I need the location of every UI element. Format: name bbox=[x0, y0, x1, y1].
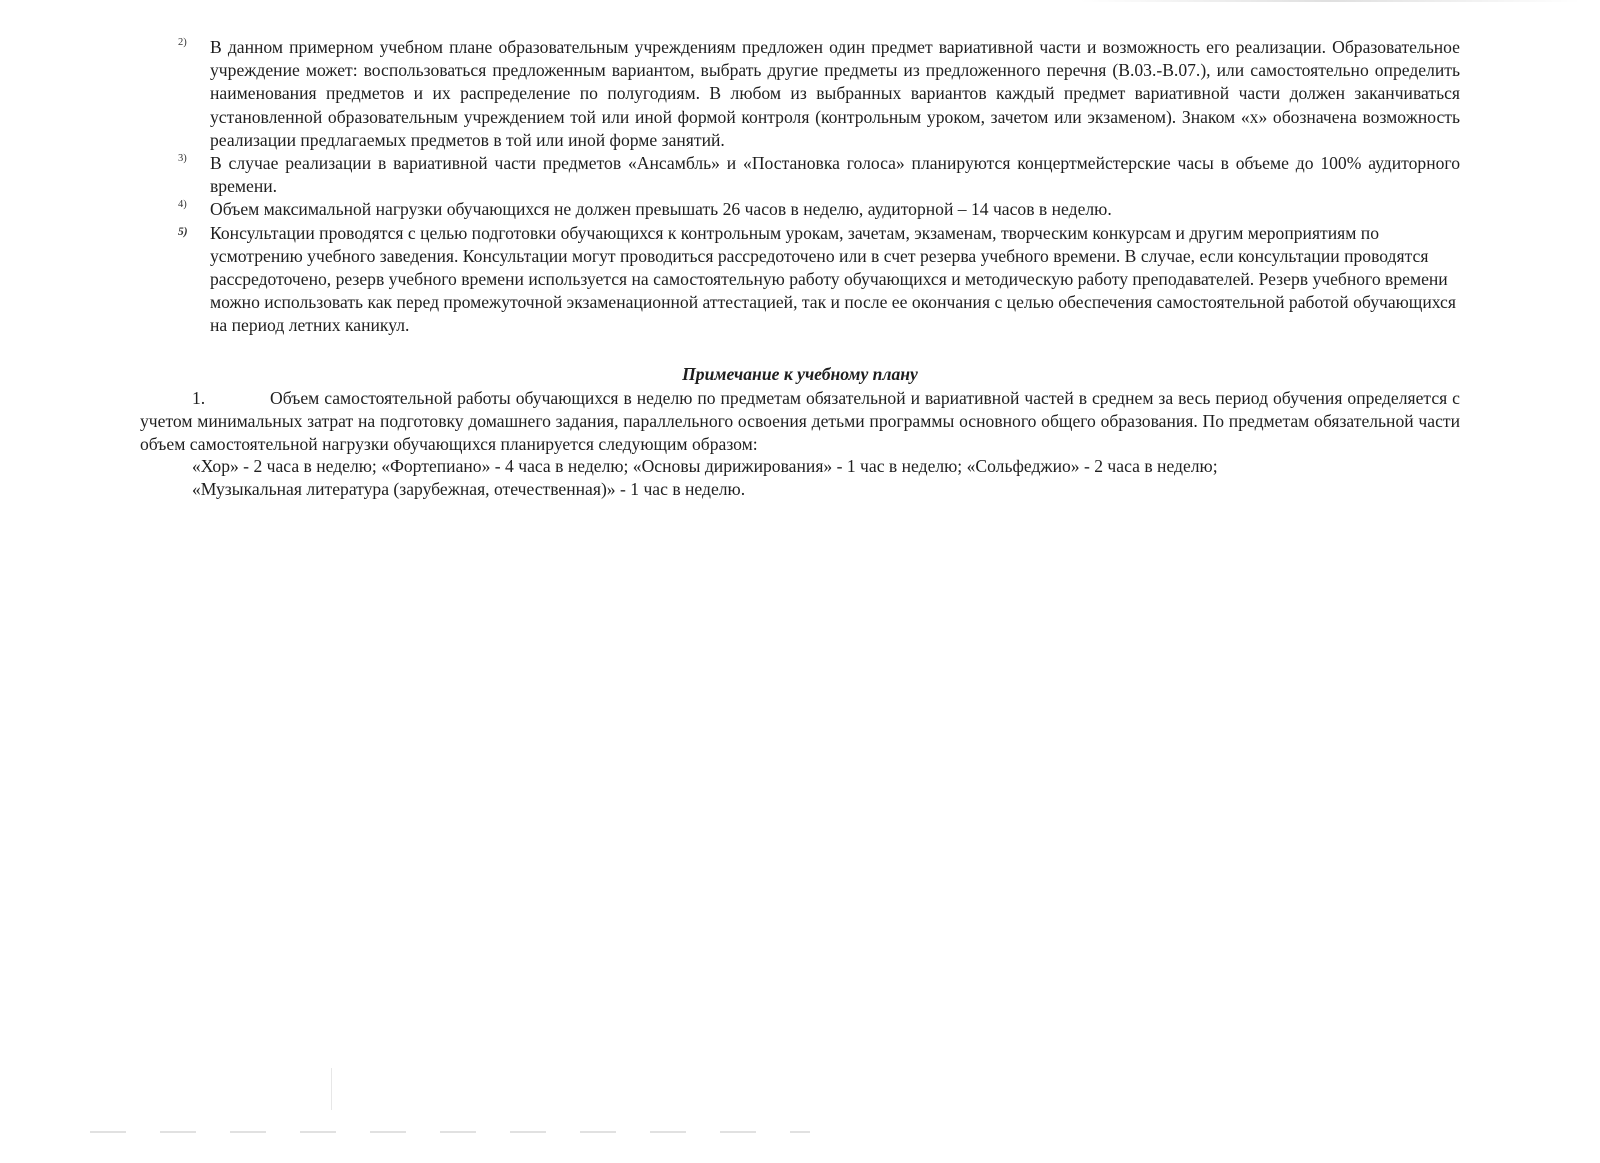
footnote-text: Объем максимальной нагрузки обучающихся не должен превышать 26 часов в неделю, аудиторной – 14 часов в неделю. bbox=[210, 199, 1112, 220]
note-paragraph-text: Объем самостоятельной работы обучающихся в неделю по предметам обязательной и вариативной частей в среднем за весь период обучения определяется с учетом минимальных затрат на подготовку домашнего задания, параллельного освоения детьми программы основного общего образования. По предметам обязательной части объем самостоятельной нагрузки обучающихся планируется следующим образом: bbox=[140, 388, 1460, 455]
scan-artifact-vertical bbox=[331, 1068, 332, 1110]
footnote-5 bbox=[178, 222, 1460, 338]
footnote-marker: 3) bbox=[178, 153, 187, 165]
note-workload-list bbox=[192, 455, 1452, 501]
footnote-4 bbox=[178, 198, 1460, 221]
scan-artifact-top bbox=[1080, 0, 1580, 2]
note-workload-line-2: «Музыкальная литература (зарубежная, отечественная)» - 1 час в неделю. bbox=[192, 479, 746, 500]
footnote-text: Консультации проводятся с целью подготовки обучающихся к контрольным урокам, зачетам, экзаменам, творческим конкурсам и другим мероприятиям по усмотрению учебного заведения. Консультации могут проводиться рассредоточено или в счет резерва учебного времени. В случае, если консультации проводятся рассредоточено, резерв учебного времени используется на самостоятельную работу обучающихся и методическую работу преподавателей. Резерв учебного времени можно использовать как перед промежуточной экзаменационной аттестацией, так и после ее окончания с целью обеспечения самостоятельной работой обучающихся на период летних каникул. bbox=[210, 222, 1456, 336]
footnote-2 bbox=[178, 36, 1460, 152]
scan-artifact-bottom bbox=[90, 1131, 810, 1133]
note-number: 1. bbox=[192, 388, 206, 408]
note-paragraph bbox=[140, 387, 1460, 457]
note-workload-line-1: «Хор» - 2 часа в неделю; «Фортепиано» - 4 часа в неделю; «Основы дирижирования» - 1 час в неделю; «Сольфеджио» - 2 часа в неделю; bbox=[192, 456, 1218, 476]
footnotes-section bbox=[178, 36, 1460, 338]
footnote-3 bbox=[178, 152, 1460, 198]
footnote-marker: 2) bbox=[178, 37, 187, 48]
footnote-marker: 5) bbox=[178, 225, 188, 238]
footnote-text: В случае реализации в вариативной части предметов «Ансамбль» и «Постановка голоса» планируются концертмейстерские часы в объеме до 100% аудиторного времени. bbox=[210, 153, 1460, 197]
footnote-marker: 4) bbox=[178, 199, 187, 211]
note-heading: Примечание к учебному плану bbox=[682, 364, 918, 384]
footnote-text: В данном примерном учебном плане образовательным учреждениям предложен один предмет вариативной части и возможность его реализации. Образовательное учреждение может: воспользоваться предложенным вариантом, выбрать другие предметы из предложенного перечня (В.03.-В.07.), или самостоятельно определить наименования предметов и их распределение по полугодиям. В любом из выбранных вариантов каждый предмет вариативной части должен заканчиваться установленной образовательным учреждением той или иной формой контроля (контрольным уроком, зачетом или экзаменом). Знаком «х» обозначена возможность реализации предлагаемых предметов в той или иной форме занятий. bbox=[210, 37, 1460, 150]
